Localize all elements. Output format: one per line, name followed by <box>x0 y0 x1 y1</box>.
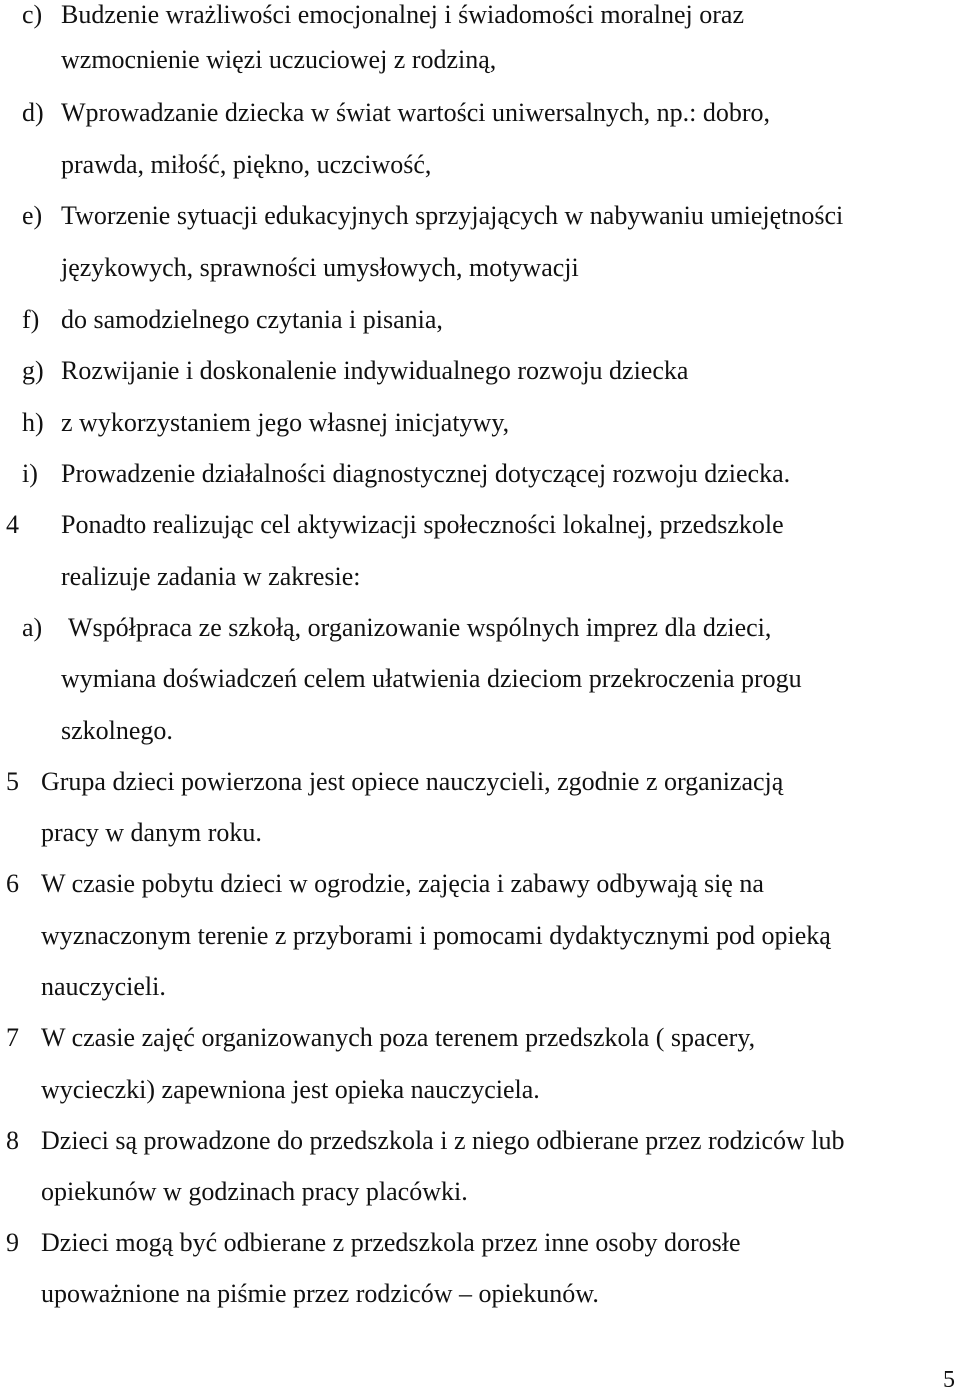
list-marker: e) <box>22 201 43 230</box>
numbered-marker: 8 <box>6 1126 19 1155</box>
numbered-item-text: wyznaczonym terenie z przyborami i pomocami dydaktycznymi pod opieką <box>41 921 831 950</box>
numbered-item-text: opiekunów w godzinach pracy placówki. <box>41 1177 468 1206</box>
list-item-text: Współpraca ze szkołą, organizowanie wspólnych imprez dla dzieci, <box>68 613 772 642</box>
numbered-item-text: W czasie zajęć organizowanych poza terenem przedszkola ( spacery, <box>41 1023 756 1052</box>
page-number: 5 <box>943 1367 955 1393</box>
list-marker: a) <box>22 613 43 642</box>
list-item-text: do samodzielnego czytania i pisania, <box>61 305 443 334</box>
numbered-item-text: Ponadto realizując cel aktywizacji społeczności lokalnej, przedszkole <box>61 510 784 539</box>
list-item-text: wymiana doświadczeń celem ułatwienia dzieciom przekroczenia progu <box>61 664 802 693</box>
numbered-item-text: nauczycieli. <box>41 972 166 1001</box>
list-marker: h) <box>22 408 44 437</box>
list-item-text: wzmocnienie więzi uczuciowej z rodziną, <box>61 45 497 74</box>
numbered-item-text: wycieczki) zapewniona jest opieka nauczyciela. <box>41 1075 540 1104</box>
list-marker: g) <box>22 356 44 385</box>
list-item-text: językowych, sprawności umysłowych, motywacji <box>61 253 579 282</box>
list-item-text: Tworzenie sytuacji edukacyjnych sprzyjających w nabywaniu umiejętności <box>61 201 844 230</box>
numbered-item-text: upoważnione na piśmie przez rodziców – opiekunów. <box>41 1279 599 1308</box>
list-item-text: Wprowadzanie dziecka w świat wartości uniwersalnych, np.: dobro, <box>61 98 770 127</box>
list-item-text: prawda, miłość, piękno, uczciwość, <box>61 150 432 179</box>
list-item-text: Prowadzenie działalności diagnostycznej dotyczącej rozwoju dziecka. <box>61 459 791 488</box>
list-marker: d) <box>22 98 44 127</box>
numbered-item-text: Dzieci mogą być odbierane z przedszkola przez inne osoby dorosłe <box>41 1228 741 1257</box>
numbered-item-text: realizuje zadania w zakresie: <box>61 562 361 591</box>
numbered-marker: 9 <box>6 1228 19 1257</box>
list-item-text: szkolnego. <box>61 716 173 745</box>
list-item-text: z wykorzystaniem jego własnej inicjatywy, <box>61 408 510 437</box>
list-marker: f) <box>22 305 40 334</box>
list-marker: c) <box>22 0 43 29</box>
list-item-text: Rozwijanie i doskonalenie indywidualnego rozwoju dziecka <box>61 356 689 385</box>
numbered-item-text: Dzieci są prowadzone do przedszkola i z niego odbierane przez rodziców lub <box>41 1126 845 1155</box>
list-marker: i) <box>22 459 38 488</box>
numbered-item-text: pracy w danym roku. <box>41 818 262 847</box>
list-item-text: Budzenie wrażliwości emocjonalnej i świadomości moralnej oraz <box>61 0 744 29</box>
numbered-marker: 7 <box>6 1023 19 1052</box>
numbered-item-text: W czasie pobytu dzieci w ogrodzie, zajęcia i zabawy odbywają się na <box>41 869 764 898</box>
numbered-marker: 6 <box>6 869 19 898</box>
numbered-marker: 5 <box>6 767 19 796</box>
numbered-item-text: Grupa dzieci powierzona jest opiece nauczycieli, zgodnie z organizacją <box>41 767 784 796</box>
numbered-marker: 4 <box>6 510 19 539</box>
